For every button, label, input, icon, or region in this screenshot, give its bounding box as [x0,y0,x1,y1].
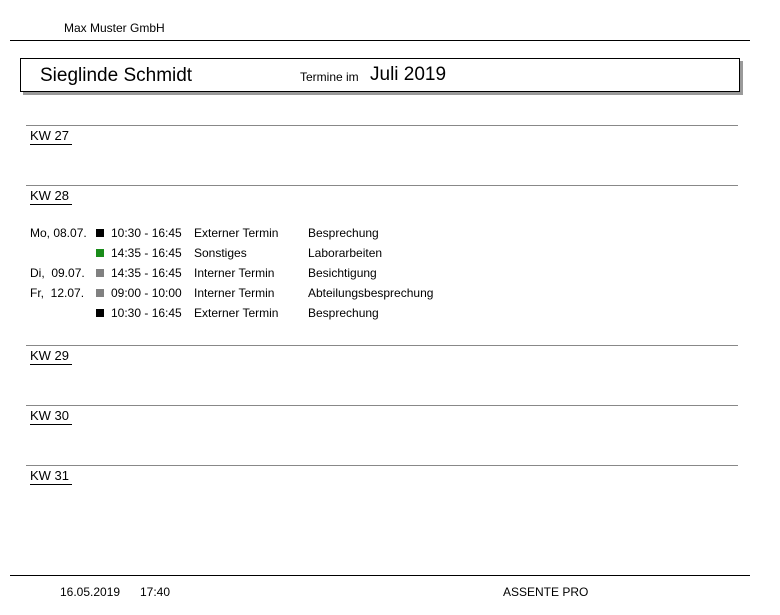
app-name: ASSENTE PRO [503,585,589,599]
week-divider [26,125,738,126]
appointment-description: Abteilungsbesprechung [308,286,434,300]
week-divider [26,405,738,406]
company-name: Max Muster GmbH [64,21,165,35]
appointment-row [0,303,780,323]
appointment-description: Laborarbeiten [308,246,383,260]
appointment-time: 10:30 - 16:45 [111,226,182,240]
title-box [20,58,740,92]
appointment-description: Besichtigung [308,266,377,280]
appointment-time: 14:35 - 16:45 [111,266,182,280]
week-label-27: KW 27 [30,128,72,145]
week-divider [26,345,738,346]
print-date: 16.05.2019 [60,585,121,599]
appointment-type: Externer Termin [194,306,279,320]
appointment-row [0,283,780,303]
week-label-31: KW 31 [30,468,72,485]
appointment-description: Besprechung [308,306,379,320]
appointment-day: Fr, 12.07. [30,286,85,300]
appointments-label: Termine im [300,70,359,84]
appointment-row [0,263,780,283]
appointment-type: Interner Termin [194,266,275,280]
appointment-description: Besprechung [308,226,379,240]
appointment-row [0,223,780,243]
appointment-time: 09:00 - 10:00 [111,286,182,300]
category-marker-icon [96,269,104,277]
appointment-time: 14:35 - 16:45 [111,246,182,260]
week-label-28: KW 28 [30,188,72,205]
month-label: Juli 2019 [370,64,447,85]
category-marker-icon [96,309,104,317]
appointment-time: 10:30 - 16:45 [111,306,182,320]
category-marker-icon [96,249,104,257]
category-marker-icon [96,229,104,237]
appointment-day: Mo, 08.07. [30,226,87,240]
week-label-30: KW 30 [30,408,72,425]
category-marker-icon [96,289,104,297]
print-time: 17:40 [140,585,171,599]
week-label-29: KW 29 [30,348,72,365]
appointment-type: Interner Termin [194,286,275,300]
appointment-day: Di, 09.07. [30,266,85,280]
header-divider [10,40,750,41]
person-name: Sieglinde Schmidt [40,65,193,86]
appointment-type: Externer Termin [194,226,279,240]
week-divider [26,185,738,186]
appointment-row [0,243,780,263]
appointment-type: Sonstiges [194,246,247,260]
footer-divider [10,575,750,576]
week-divider [26,465,738,466]
